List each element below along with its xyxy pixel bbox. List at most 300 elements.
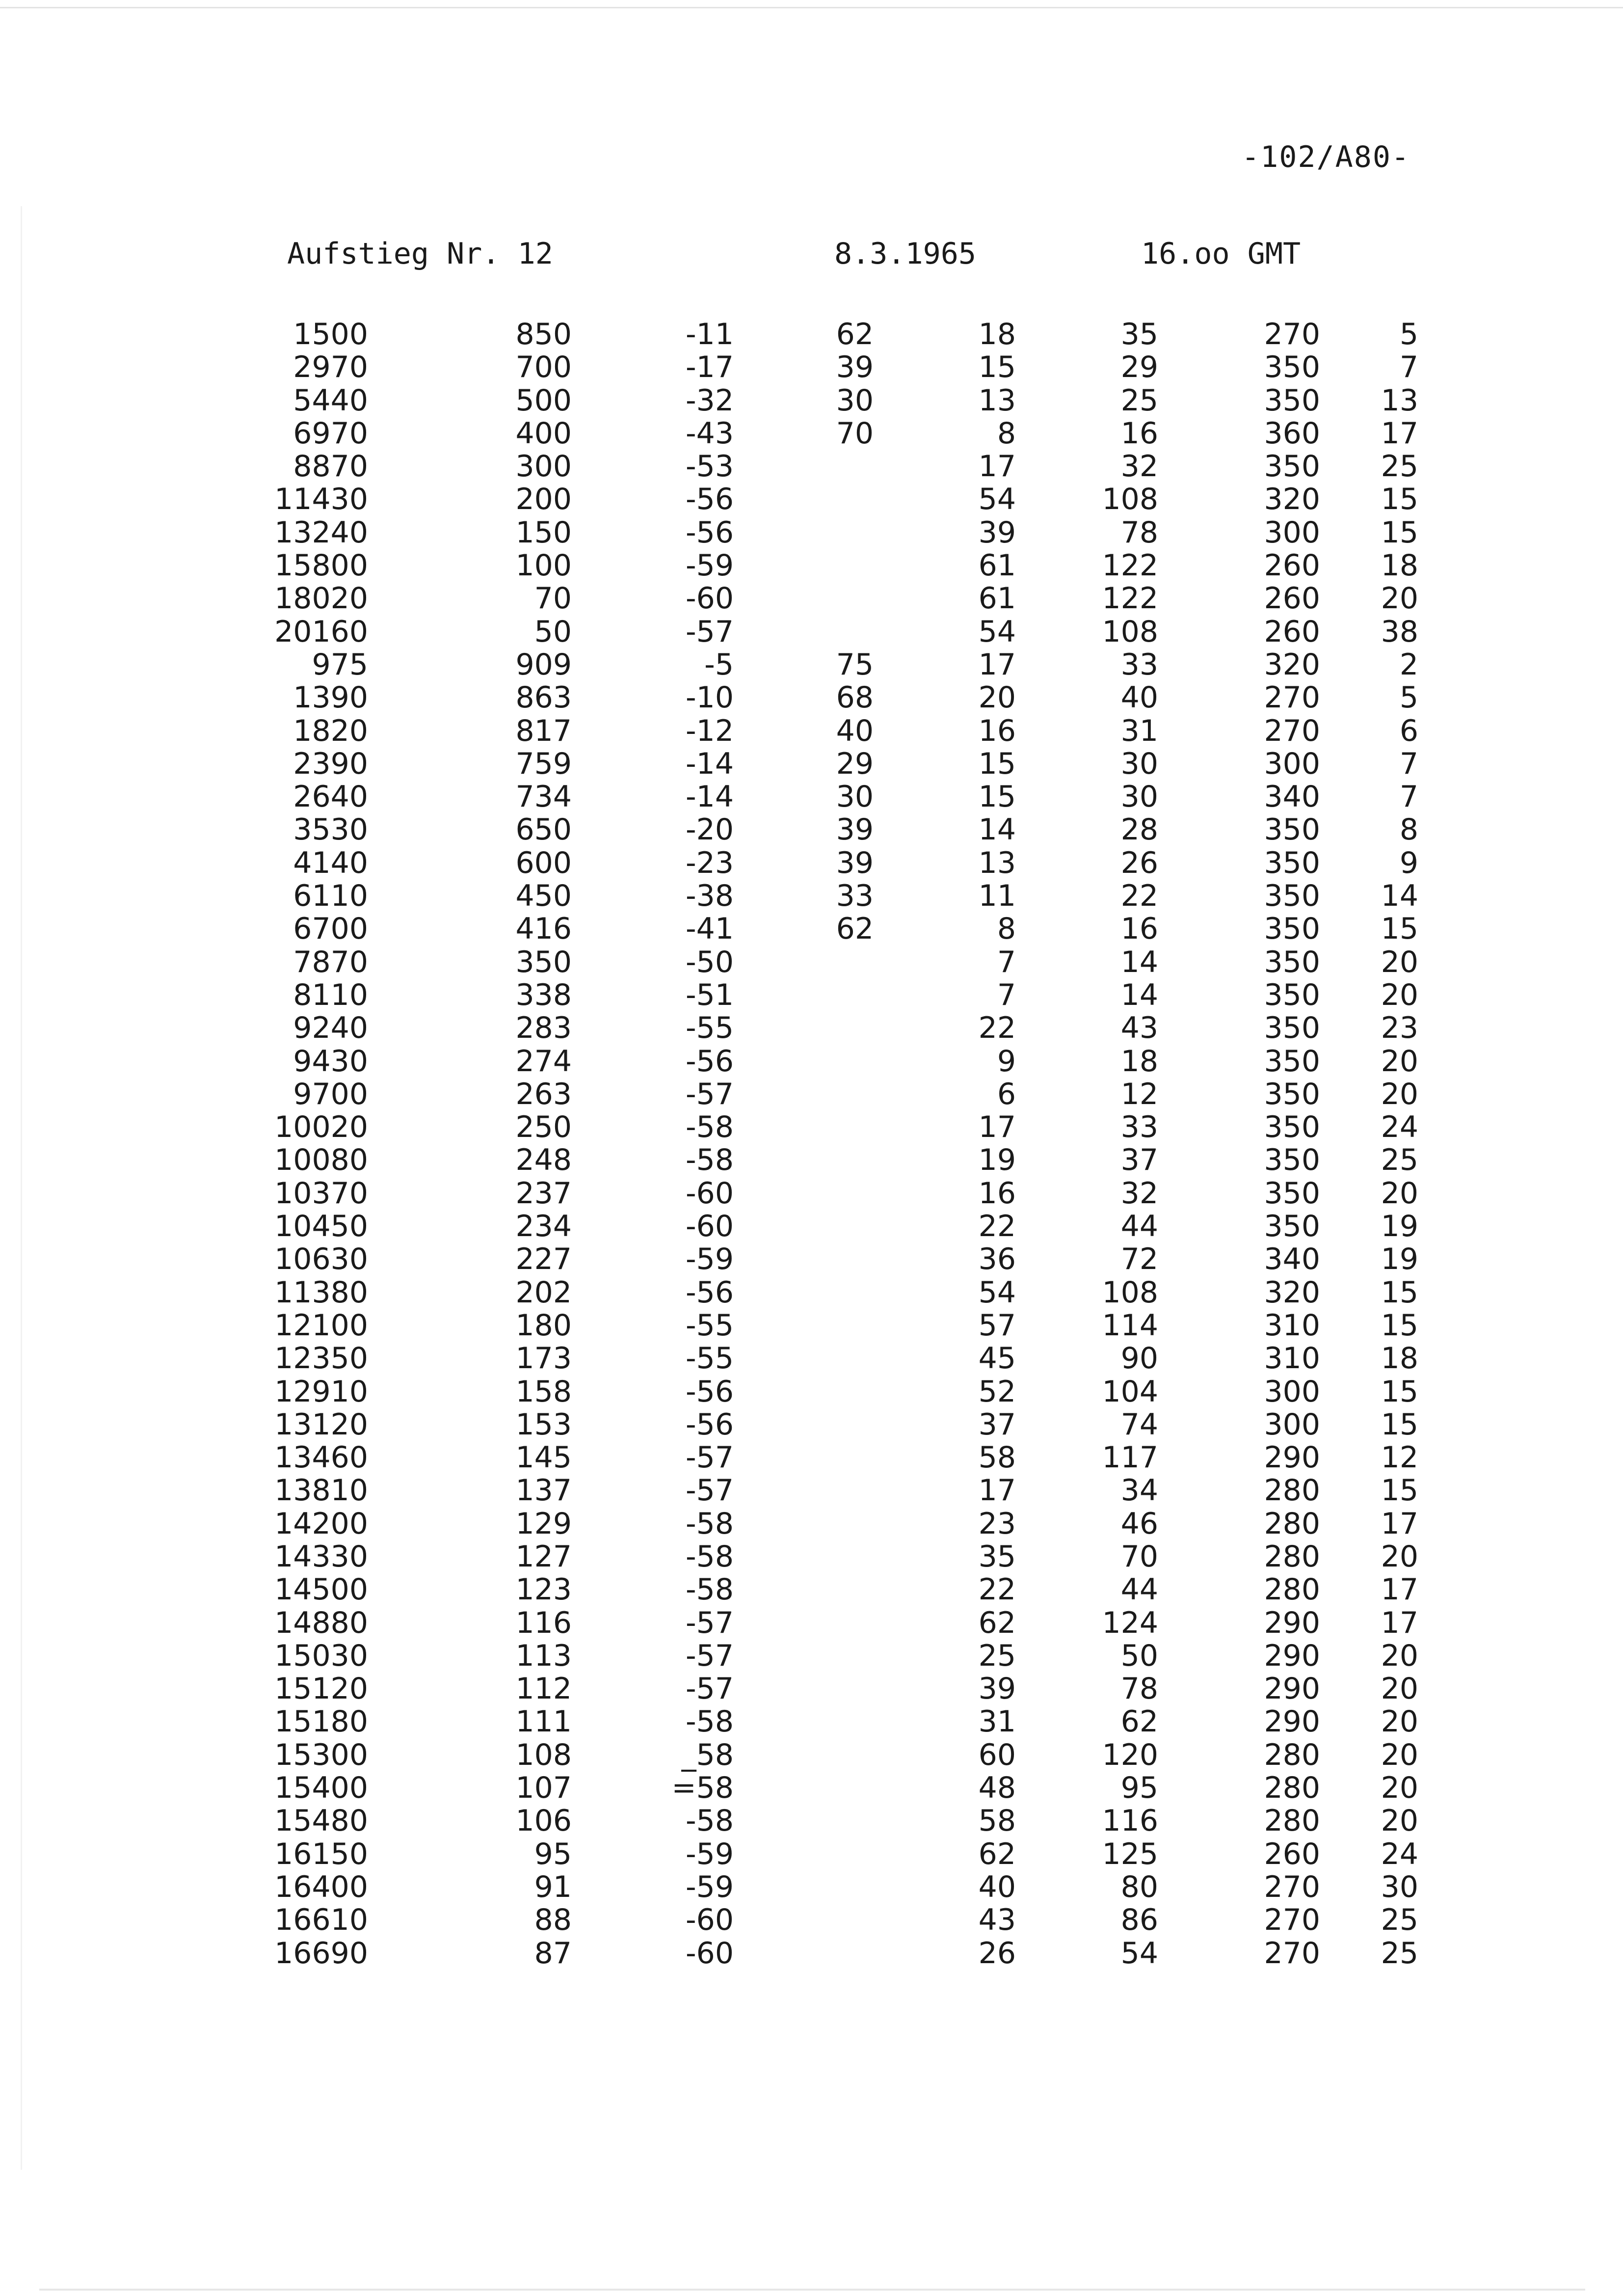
table-row xyxy=(0,450,1623,483)
table-cell: 125 xyxy=(1102,1837,1158,1871)
table-cell: -59 xyxy=(686,548,734,583)
table-cell: 1820 xyxy=(293,713,368,748)
table-cell: -60 xyxy=(686,1176,734,1211)
table-cell: 15180 xyxy=(274,1704,368,1739)
table-cell: 14 xyxy=(978,812,1016,847)
table-cell: 350 xyxy=(1264,383,1320,418)
table-cell: 58 xyxy=(978,1804,1016,1838)
table-cell: 25 xyxy=(1381,1903,1418,1938)
table-cell: 108 xyxy=(1102,1275,1158,1310)
table-cell: 112 xyxy=(515,1672,572,1706)
table-cell: 43 xyxy=(1120,1011,1158,1046)
table-cell: -60 xyxy=(686,1903,734,1938)
table-cell: 13 xyxy=(978,383,1016,418)
table-cell: 2 xyxy=(1399,647,1418,682)
table-cell: 10020 xyxy=(274,1110,368,1145)
table-cell: 15 xyxy=(1381,1275,1418,1310)
table-row xyxy=(0,1078,1623,1111)
table-cell: 19 xyxy=(1381,1209,1418,1244)
table-cell: 153 xyxy=(515,1407,572,1442)
table-cell: -59 xyxy=(686,1869,734,1904)
table-cell: 8 xyxy=(997,416,1016,451)
table-row xyxy=(0,1474,1623,1507)
table-cell: 91 xyxy=(534,1869,572,1904)
table-cell: 18 xyxy=(1381,548,1418,583)
table-cell: 270 xyxy=(1264,680,1320,715)
table-cell: 280 xyxy=(1264,1539,1320,1574)
ascent-number: Aufstieg Nr. 12 xyxy=(287,237,553,271)
table-cell: -53 xyxy=(686,449,734,484)
table-cell: -51 xyxy=(686,977,734,1012)
table-row xyxy=(0,813,1623,846)
table-cell: 650 xyxy=(515,812,572,847)
table-cell: 237 xyxy=(515,1176,572,1211)
table-cell: 350 xyxy=(1264,1110,1320,1145)
table-row xyxy=(0,417,1623,450)
table-cell: 57 xyxy=(978,1308,1016,1343)
table-cell: 26 xyxy=(1120,845,1158,880)
table-cell: 123 xyxy=(515,1572,572,1607)
table-cell: 116 xyxy=(515,1605,572,1640)
table-cell: 20 xyxy=(1381,1804,1418,1838)
table-cell: 15 xyxy=(1381,1473,1418,1508)
table-cell: 24 xyxy=(1381,1837,1418,1871)
table-row xyxy=(0,351,1623,384)
scan-edge-top xyxy=(0,7,1623,8)
table-cell: 700 xyxy=(515,350,572,385)
table-cell: 114 xyxy=(1102,1308,1158,1343)
table-cell: 34 xyxy=(1120,1473,1158,1508)
table-cell: -60 xyxy=(686,1209,734,1244)
table-cell: 8 xyxy=(1399,812,1418,847)
table-cell: 20 xyxy=(1381,1539,1418,1574)
table-cell: 270 xyxy=(1264,1869,1320,1904)
table-cell: 46 xyxy=(1120,1506,1158,1541)
table-cell: -14 xyxy=(686,746,734,781)
table-cell: 17 xyxy=(1381,416,1418,451)
table-cell: 31 xyxy=(1120,713,1158,748)
table-cell: _58 xyxy=(681,1737,734,1772)
table-cell: 6110 xyxy=(293,879,368,914)
table-cell: 270 xyxy=(1264,317,1320,351)
table-cell: 202 xyxy=(515,1275,572,1310)
table-row xyxy=(0,715,1623,748)
table-cell: 75 xyxy=(836,647,874,682)
table-cell: 14880 xyxy=(274,1605,368,1640)
table-cell: 350 xyxy=(1264,1209,1320,1244)
table-cell: 62 xyxy=(978,1837,1016,1871)
table-cell: 15400 xyxy=(274,1771,368,1806)
table-cell: 22 xyxy=(978,1209,1016,1244)
table-cell: 70 xyxy=(836,416,874,451)
table-cell: 350 xyxy=(1264,912,1320,946)
table-cell: 863 xyxy=(515,680,572,715)
table-cell: 22 xyxy=(1120,879,1158,914)
table-row xyxy=(0,1739,1623,1772)
table-cell: 300 xyxy=(1264,515,1320,550)
table-cell: 86 xyxy=(1120,1903,1158,1938)
table-cell: 43 xyxy=(978,1903,1016,1938)
table-cell: 88 xyxy=(534,1903,572,1938)
table-cell: 7 xyxy=(1399,746,1418,781)
table-cell: 15 xyxy=(1381,515,1418,550)
table-cell: 104 xyxy=(1102,1374,1158,1409)
table-cell: 290 xyxy=(1264,1704,1320,1739)
table-row xyxy=(0,1772,1623,1805)
table-cell: 1500 xyxy=(293,317,368,351)
table-cell: 33 xyxy=(1120,1110,1158,1145)
table-cell: 31 xyxy=(978,1704,1016,1739)
table-cell: -56 xyxy=(686,1044,734,1079)
table-cell: 310 xyxy=(1264,1341,1320,1376)
table-cell: 12100 xyxy=(274,1308,368,1343)
table-cell: 68 xyxy=(836,680,874,715)
table-cell: 14330 xyxy=(274,1539,368,1574)
table-cell: -23 xyxy=(686,845,734,880)
table-cell: 30 xyxy=(836,780,874,814)
table-cell: 10450 xyxy=(274,1209,368,1244)
table-cell: -58 xyxy=(686,1506,734,1541)
table-cell: 127 xyxy=(515,1539,572,1574)
table-cell: 9430 xyxy=(293,1044,368,1079)
table-cell: 734 xyxy=(515,780,572,814)
table-cell: 28 xyxy=(1120,812,1158,847)
table-cell: -43 xyxy=(686,416,734,451)
table-cell: 16400 xyxy=(274,1869,368,1904)
table-cell: 15120 xyxy=(274,1672,368,1706)
table-cell: 14500 xyxy=(274,1572,368,1607)
table-cell: 17 xyxy=(1381,1605,1418,1640)
table-cell: 108 xyxy=(1102,614,1158,649)
table-row xyxy=(0,1342,1623,1375)
table-cell: -32 xyxy=(686,383,734,418)
table-cell: 108 xyxy=(515,1737,572,1772)
table-cell: 8110 xyxy=(293,977,368,1012)
table-row xyxy=(0,1012,1623,1045)
table-cell: -58 xyxy=(686,1804,734,1838)
table-cell: 20 xyxy=(1381,1704,1418,1739)
table-cell: -58 xyxy=(686,1572,734,1607)
table-cell: 759 xyxy=(515,746,572,781)
table-cell: 38 xyxy=(1381,614,1418,649)
table-cell: 14 xyxy=(1381,879,1418,914)
table-cell: 15 xyxy=(1381,1374,1418,1409)
table-cell: 16 xyxy=(1120,912,1158,946)
table-cell: -57 xyxy=(686,1473,734,1508)
table-row xyxy=(0,1408,1623,1441)
table-cell: 15480 xyxy=(274,1804,368,1838)
table-row xyxy=(0,880,1623,913)
table-cell: 600 xyxy=(515,845,572,880)
table-cell: 320 xyxy=(1264,647,1320,682)
table-row xyxy=(0,979,1623,1012)
table-cell: 350 xyxy=(1264,1176,1320,1211)
table-cell: -58 xyxy=(686,1143,734,1178)
table-cell: 320 xyxy=(1264,482,1320,517)
table-row xyxy=(0,1871,1623,1904)
table-row xyxy=(0,1640,1623,1673)
table-cell: -59 xyxy=(686,1242,734,1277)
table-cell: 7 xyxy=(1399,780,1418,814)
table-cell: 16 xyxy=(1120,416,1158,451)
table-row xyxy=(0,1607,1623,1640)
table-row xyxy=(0,748,1623,781)
table-cell: -59 xyxy=(686,1837,734,1871)
table-cell: -58 xyxy=(686,1539,734,1574)
table-cell: 1390 xyxy=(293,680,368,715)
table-cell: 270 xyxy=(1264,1936,1320,1971)
table-cell: 350 xyxy=(1264,1077,1320,1111)
table-cell: -5 xyxy=(704,647,734,682)
table-cell: 124 xyxy=(1102,1605,1158,1640)
table-row xyxy=(0,781,1623,813)
table-cell: 19 xyxy=(978,1143,1016,1178)
table-cell: 5 xyxy=(1399,680,1418,715)
table-cell: 350 xyxy=(1264,1011,1320,1046)
table-cell: 20 xyxy=(1381,1077,1418,1111)
table-cell: 6970 xyxy=(293,416,368,451)
table-cell: 106 xyxy=(515,1804,572,1838)
table-row xyxy=(0,1309,1623,1342)
table-cell: -14 xyxy=(686,780,734,814)
table-cell: 16150 xyxy=(274,1837,368,1871)
table-cell: -10 xyxy=(686,680,734,715)
table-cell: 14200 xyxy=(274,1506,368,1541)
table-cell: 52 xyxy=(978,1374,1016,1409)
table-cell: 22 xyxy=(978,1011,1016,1046)
table-cell: 173 xyxy=(515,1341,572,1376)
table-cell: 817 xyxy=(515,713,572,748)
table-cell: 350 xyxy=(1264,977,1320,1012)
table-cell: 18 xyxy=(978,317,1016,351)
table-cell: 350 xyxy=(1264,1044,1320,1079)
table-cell: 50 xyxy=(1120,1638,1158,1673)
table-cell: 39 xyxy=(978,515,1016,550)
table-cell: 95 xyxy=(1120,1771,1158,1806)
table-cell: 350 xyxy=(1264,812,1320,847)
table-cell: 260 xyxy=(1264,581,1320,616)
table-cell: 975 xyxy=(312,647,368,682)
table-cell: 25 xyxy=(1381,449,1418,484)
table-cell: 15030 xyxy=(274,1638,368,1673)
table-cell: 20 xyxy=(1381,1176,1418,1211)
table-cell: 33 xyxy=(836,879,874,914)
table-row xyxy=(0,318,1623,351)
table-cell: 17 xyxy=(978,647,1016,682)
table-cell: 4140 xyxy=(293,845,368,880)
table-cell: 260 xyxy=(1264,614,1320,649)
table-cell: 70 xyxy=(1120,1539,1158,1574)
table-cell: 15 xyxy=(1381,912,1418,946)
table-cell: 9700 xyxy=(293,1077,368,1111)
table-cell: 360 xyxy=(1264,416,1320,451)
table-cell: 5 xyxy=(1399,317,1418,351)
table-cell: 122 xyxy=(1102,548,1158,583)
table-cell: 227 xyxy=(515,1242,572,1277)
table-cell: 22 xyxy=(978,1572,1016,1607)
table-cell: 5440 xyxy=(293,383,368,418)
table-cell: -17 xyxy=(686,350,734,385)
table-cell: 350 xyxy=(1264,1143,1320,1178)
table-cell: -56 xyxy=(686,482,734,517)
table-cell: 37 xyxy=(1120,1143,1158,1178)
table-cell: 20 xyxy=(978,680,1016,715)
table-row xyxy=(0,1937,1623,1970)
table-row xyxy=(0,1177,1623,1210)
table-cell: 310 xyxy=(1264,1308,1320,1343)
table-cell: 60 xyxy=(978,1737,1016,1772)
table-cell: 2390 xyxy=(293,746,368,781)
table-cell: 263 xyxy=(515,1077,572,1111)
table-cell: 20 xyxy=(1381,1737,1418,1772)
table-cell: 20 xyxy=(1381,945,1418,979)
table-cell: 111 xyxy=(515,1704,572,1739)
table-cell: 25 xyxy=(1120,383,1158,418)
table-cell: 158 xyxy=(515,1374,572,1409)
table-row xyxy=(0,1441,1623,1474)
table-cell: 117 xyxy=(1102,1440,1158,1475)
table-cell: 350 xyxy=(1264,449,1320,484)
table-cell: -57 xyxy=(686,1605,734,1640)
table-cell: 44 xyxy=(1120,1572,1158,1607)
table-cell: 280 xyxy=(1264,1737,1320,1772)
table-cell: 40 xyxy=(978,1869,1016,1904)
table-cell: -60 xyxy=(686,1936,734,1971)
table-cell: -57 xyxy=(686,1077,734,1111)
table-cell: 7 xyxy=(1399,350,1418,385)
table-cell: -11 xyxy=(686,317,734,351)
table-cell: 20160 xyxy=(274,614,368,649)
table-row xyxy=(0,1243,1623,1276)
table-cell: 18 xyxy=(1120,1044,1158,1079)
table-cell: 3530 xyxy=(293,812,368,847)
table-cell: 7870 xyxy=(293,945,368,979)
table-cell: 2640 xyxy=(293,780,368,814)
table-cell: 280 xyxy=(1264,1771,1320,1806)
table-cell: 180 xyxy=(515,1308,572,1343)
table-cell: 450 xyxy=(515,879,572,914)
table-cell: 62 xyxy=(978,1605,1016,1640)
table-cell: 40 xyxy=(836,713,874,748)
table-cell: 12 xyxy=(1381,1440,1418,1475)
table-cell: 61 xyxy=(978,548,1016,583)
table-row xyxy=(0,946,1623,979)
table-cell: 17 xyxy=(978,1473,1016,1508)
table-cell: 250 xyxy=(515,1110,572,1145)
table-cell: 62 xyxy=(836,317,874,351)
table-row xyxy=(0,1705,1623,1738)
table-row xyxy=(0,1144,1623,1177)
table-cell: -56 xyxy=(686,1275,734,1310)
table-cell: 145 xyxy=(515,1440,572,1475)
table-cell: 54 xyxy=(1120,1936,1158,1971)
table-cell: 30 xyxy=(1120,746,1158,781)
table-cell: -56 xyxy=(686,515,734,550)
table-cell: 350 xyxy=(1264,350,1320,385)
table-row xyxy=(0,516,1623,549)
table-cell: -50 xyxy=(686,945,734,979)
table-cell: 16690 xyxy=(274,1936,368,1971)
table-cell: 13240 xyxy=(274,515,368,550)
table-row xyxy=(0,384,1623,417)
table-row xyxy=(0,1210,1623,1243)
table-cell: 274 xyxy=(515,1044,572,1079)
table-cell: 7 xyxy=(997,977,1016,1012)
table-cell: 54 xyxy=(978,1275,1016,1310)
table-cell: 350 xyxy=(1264,879,1320,914)
table-cell: 32 xyxy=(1120,1176,1158,1211)
table-cell: 234 xyxy=(515,1209,572,1244)
table-row xyxy=(0,648,1623,681)
table-cell: 320 xyxy=(1264,1275,1320,1310)
table-row xyxy=(0,847,1623,880)
table-cell: -56 xyxy=(686,1407,734,1442)
table-row xyxy=(0,1838,1623,1871)
table-cell: 37 xyxy=(978,1407,1016,1442)
table-cell: -20 xyxy=(686,812,734,847)
table-row xyxy=(0,1673,1623,1705)
table-row xyxy=(0,1508,1623,1540)
table-cell: 137 xyxy=(515,1473,572,1508)
table-cell: 48 xyxy=(978,1771,1016,1806)
table-cell: -58 xyxy=(686,1110,734,1145)
table-cell: 25 xyxy=(1381,1143,1418,1178)
table-cell: -38 xyxy=(686,879,734,914)
table-cell: 248 xyxy=(515,1143,572,1178)
page-number: -102/A80- xyxy=(1242,140,1410,174)
table-cell: -55 xyxy=(686,1341,734,1376)
table-cell: 39 xyxy=(836,350,874,385)
table-cell: 44 xyxy=(1120,1209,1158,1244)
table-cell: 87 xyxy=(534,1936,572,1971)
table-cell: 350 xyxy=(1264,845,1320,880)
table-cell: 17 xyxy=(1381,1572,1418,1607)
table-row xyxy=(0,681,1623,714)
table-cell: 9240 xyxy=(293,1011,368,1046)
table-cell: 15800 xyxy=(274,548,368,583)
table-cell: 260 xyxy=(1264,1837,1320,1871)
table-cell: 72 xyxy=(1120,1242,1158,1277)
table-cell: 45 xyxy=(978,1341,1016,1376)
table-cell: 62 xyxy=(1120,1704,1158,1739)
table-cell: 850 xyxy=(515,317,572,351)
table-cell: 13 xyxy=(978,845,1016,880)
table-cell: 19 xyxy=(1381,1242,1418,1277)
table-cell: 15 xyxy=(1381,1407,1418,1442)
table-cell: 35 xyxy=(978,1539,1016,1574)
table-row xyxy=(0,1540,1623,1573)
table-cell: 12350 xyxy=(274,1341,368,1376)
table-cell: 14 xyxy=(1120,945,1158,979)
table-cell: 15300 xyxy=(274,1737,368,1772)
table-cell: 280 xyxy=(1264,1804,1320,1838)
table-cell: 50 xyxy=(534,614,572,649)
table-row xyxy=(0,1376,1623,1408)
table-cell: 107 xyxy=(515,1771,572,1806)
table-cell: 290 xyxy=(1264,1638,1320,1673)
table-cell: 6700 xyxy=(293,912,368,946)
table-row xyxy=(0,913,1623,945)
table-cell: 290 xyxy=(1264,1605,1320,1640)
table-cell: 150 xyxy=(515,515,572,550)
table-cell: 26 xyxy=(978,1936,1016,1971)
table-cell: 36 xyxy=(978,1242,1016,1277)
table-cell: -57 xyxy=(686,1440,734,1475)
table-cell: 35 xyxy=(1120,317,1158,351)
table-row xyxy=(0,582,1623,615)
table-row xyxy=(0,1904,1623,1937)
table-cell: 6 xyxy=(997,1077,1016,1111)
